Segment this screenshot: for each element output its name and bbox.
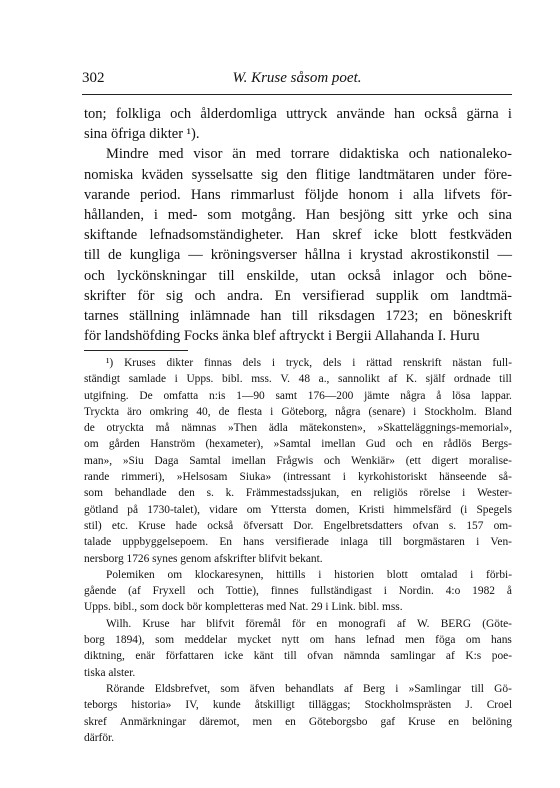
footnote-line: diktning, enär författaren icke känt till ofvan nämnda samlingar af K:s poe- (84, 650, 512, 663)
body-line: hållanden, i med- som motgång. Han besjöng sitt yrke och sina (84, 206, 512, 223)
footnote-line: stil) etc. Kruse hade också öfversatt Dor. Engelbretsdatters ofvan s. 157 om- (84, 519, 512, 532)
footnote-line: Wilh. Kruse har blifvit föremål för en monografi af W. BERG (Göte- (106, 617, 512, 630)
running-head: W. Kruse såsom poet. (232, 70, 362, 86)
body-line: ton; folkliga och ålderdomliga uttryck använde han också gärna i (84, 106, 512, 122)
footnote-line: Polemiken om klockaresynen, hittills i historien blott omtalad i förbi- (106, 568, 512, 581)
body-line: sina öfriga dikter ¹). (84, 126, 200, 143)
footnote-line: de otryckta må nämnas »Then ädla mätekonsten», »Skatteläggnings-memorial», (84, 422, 512, 435)
body-line: tarnes ställning inlämnade han till riksdagen 1723; en böneskrift (84, 307, 512, 324)
page-number: 302 (82, 70, 105, 86)
footnote-line: götland på 1730-talet), vidare om Yttersta domen, Kristi himmelsfärd (i Spegels (84, 503, 512, 516)
body-line: och lyckönskningar till enskilde, utan också inlagor och böne- (84, 267, 512, 284)
body-line: skiftande lefnadsomständigheter. Han skref icke blott festkväden (84, 227, 512, 244)
footnote-line: tiska alster. (84, 666, 136, 679)
footnote-line: som behandlade den s. k. Främmestadssjukan, en religiös rörelse i Wester- (84, 487, 512, 500)
body-line: nomiska kväden sysselsatte sig den flitige landtmätaren under före- (84, 166, 512, 183)
header-rule (82, 94, 512, 95)
footnote-rule (84, 350, 188, 351)
footnote-line: därför. (84, 731, 115, 744)
footnote-line: Tryckta äro omkring 40, de flesta i Göteborg, några (senare) i Stockholm. Bland (84, 405, 512, 418)
footnote-line: rande rimmeri), »Helsosam Siuka» (intressant i kyrkohistoriskt hänseende så- (84, 471, 512, 484)
body-line: för landshöfding Focks änka blef aftryckt i Bergii Allahanda I. Huru (84, 328, 480, 345)
body-text (84, 104, 512, 346)
footnote-line: ¹) Kruses dikter finnas dels i tryck, dels i rättad renskrift nästan full- (106, 357, 512, 369)
footnote-line: ständigt samlade i Upps. bibl. mss. V. 48 a., sannolikt af K. själf ordnade till (84, 373, 512, 386)
footnotes (84, 355, 512, 746)
footnote-line: skref Anmärkningar däremot, men en Göteborgsbo gaf Kruse en belöning (84, 715, 512, 728)
footnote-line: nersborg 1726 synes genom afskrifter blifvit bekant. (84, 552, 323, 565)
footnote-line: talade uppbyggelsepoem. En hans versifierade inlaga till borgmästaren i Ven- (84, 536, 512, 549)
body-line: till de kungliga — kröningsverser hållna i krystad akrostikonstil — (84, 247, 512, 264)
footnote-line: man», »Siu Daga Samtal imellan Frågwis och Wenkiär» (ett digert moralise- (84, 454, 512, 467)
body-line: skrifter för sig och andra. En versifierad supplik om landtmä- (84, 287, 512, 304)
body-line: varande period. Hans rimmarlust följde honom i alla lifvets för- (84, 186, 512, 203)
footnote-line: gående (af Fryxell och Tottie), finnes fullständigast i Nordin. 4:o 1982 å (84, 585, 512, 598)
footnote-line: utgifning. De omfatta n:is 1—90 samt 176—200 jämte några å lösa lappar. (84, 389, 512, 402)
body-line: Mindre med visor än med torrare didaktiska och nationaleko- (106, 146, 512, 163)
footnote-line: om gården Hanström (hexameter), »Samtal imellan Gud och en rådlös Bergs- (84, 438, 512, 451)
footnote-line: borg 1894), som meddelar mycket nytt om hans lefnad men föga om hans (84, 634, 512, 647)
footnote-line: teborgs historia» IV, kunde åtskilligt tilläggas; Stockholmsprästen J. Croel (84, 699, 512, 712)
footnote-line: Upps. bibl., som dock bör kompletteras med Nat. 29 i Link. bibl. mss. (84, 601, 403, 614)
footnote-line: Rörande Eldsbrefvet, som äfven behandlats af Berg i »Samlingar till Gö- (106, 682, 512, 695)
